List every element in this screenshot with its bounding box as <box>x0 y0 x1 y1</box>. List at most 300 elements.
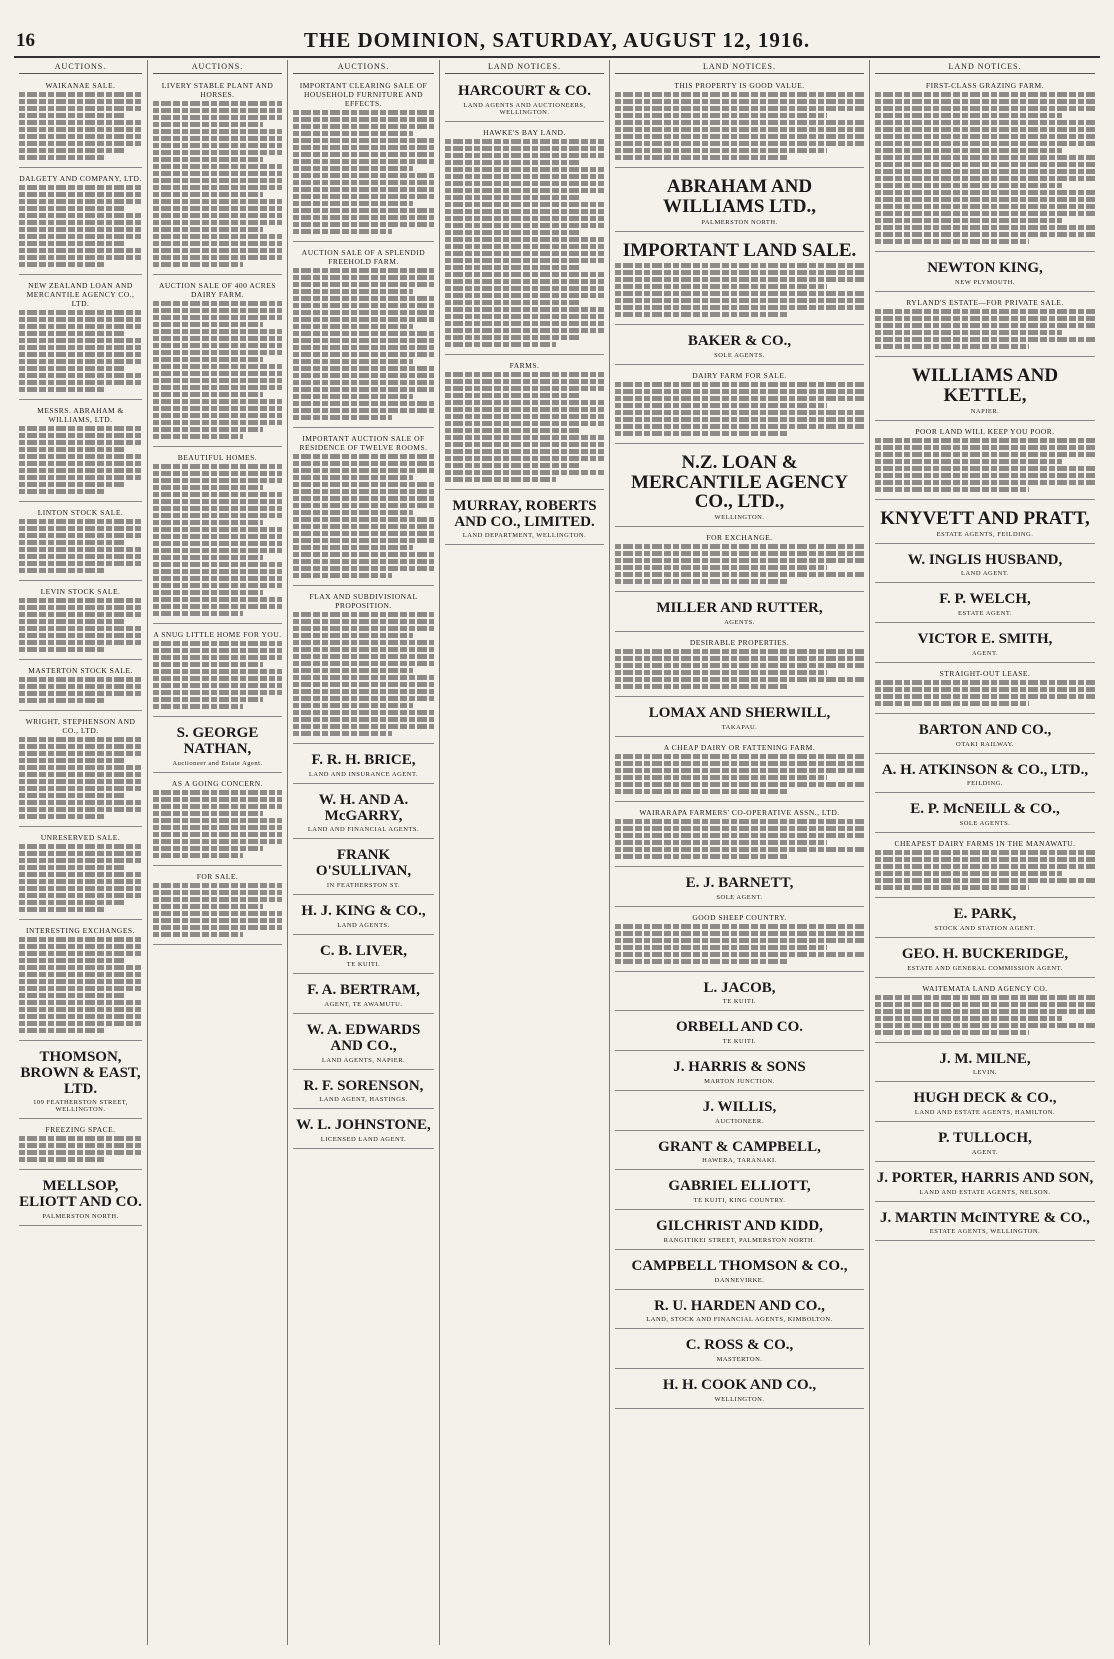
text-line <box>875 452 1095 457</box>
text-line <box>293 215 434 220</box>
advertisement <box>615 805 864 867</box>
ad-firm-name: J. MARTIN McINTYRE & CO., <box>880 1209 1090 1226</box>
text-line <box>875 701 1029 706</box>
advertisement <box>615 1332 864 1369</box>
advertisement <box>445 125 604 355</box>
advertisement <box>19 505 142 581</box>
advertisement <box>615 447 864 528</box>
text-line <box>615 148 827 153</box>
column-heading: AUCTIONS. <box>153 60 282 74</box>
text-line <box>615 92 864 97</box>
ad-address: TAKAPAU. <box>721 723 758 731</box>
advertisement <box>615 1054 864 1091</box>
text-line <box>153 911 282 916</box>
text-line <box>615 424 864 429</box>
ad-firm-name: GABRIEL ELLIOTT, <box>668 1178 811 1195</box>
ad-firm-name: ORBELL AND CO. <box>675 1019 804 1036</box>
advertisement <box>615 870 864 907</box>
text-line <box>293 366 434 371</box>
text-line <box>153 185 282 190</box>
text-line <box>153 129 282 134</box>
ad-address: TE KUITI, KING COUNTRY. <box>693 1197 786 1205</box>
advertisement <box>19 923 142 1041</box>
text-line <box>615 924 864 929</box>
ad-firm-name: BAKER & CO., <box>687 332 792 349</box>
text-line <box>445 195 580 200</box>
text-line <box>153 399 282 404</box>
ad-firm-name: J. PORTER, HARRIS AND SON, <box>876 1169 1094 1186</box>
text-line <box>153 697 263 702</box>
ad-body-text <box>875 850 1095 890</box>
ad-firm-name: F. P. WELCH, <box>939 591 1031 608</box>
ad-address: IN FEATHERSTON ST. <box>326 881 401 889</box>
text-line <box>615 410 864 415</box>
text-line <box>153 676 282 681</box>
text-line <box>19 220 142 225</box>
ad-heading: NEW ZEALAND LOAN AND MERCANTILE AGENCY CO., LTD. <box>26 281 135 308</box>
advertisement <box>19 663 142 711</box>
text-line <box>875 466 1095 471</box>
newspaper-title: THE DOMINION, SATURDAY, AUGUST 12, 1916. <box>303 28 811 52</box>
text-line <box>153 150 282 155</box>
ad-heading: LINTON STOCK SALE. <box>37 508 124 517</box>
text-line <box>19 554 142 559</box>
text-line <box>615 417 864 422</box>
ad-address: ESTATE AGENTS, FEILDING. <box>936 530 1034 538</box>
column-4 <box>440 60 610 1645</box>
text-line <box>293 538 434 543</box>
text-line <box>615 277 864 282</box>
ad-address: ESTATE AGENTS, WELLINGTON. <box>929 1228 1041 1236</box>
text-line <box>875 162 1095 167</box>
text-line <box>615 663 864 668</box>
ad-address: SOLE AGENTS. <box>714 351 765 359</box>
ad-address: LAND AND INSURANCE AGENT. <box>308 770 419 778</box>
text-line <box>615 938 864 943</box>
text-line <box>293 545 413 550</box>
ad-address: HAWERA, TARANAKI. <box>702 1157 777 1165</box>
text-line <box>445 174 604 179</box>
text-line <box>153 241 282 246</box>
advertisement <box>875 901 1095 938</box>
text-line <box>293 138 434 143</box>
text-line <box>615 840 827 845</box>
text-line <box>875 445 1095 450</box>
masthead <box>14 28 1100 54</box>
text-line <box>19 844 142 849</box>
text-line <box>445 209 604 214</box>
text-line <box>293 187 434 192</box>
ad-address: LICENSED LAND AGENT. <box>320 1136 407 1143</box>
text-line <box>19 737 142 742</box>
text-line <box>19 605 142 610</box>
column-heading: AUCTIONS. <box>293 60 434 74</box>
text-line <box>153 611 243 616</box>
advertisement <box>615 368 864 444</box>
ad-address: AGENT. <box>971 1148 999 1156</box>
text-line <box>153 925 282 930</box>
text-line <box>293 117 434 122</box>
text-line <box>153 420 282 425</box>
text-line <box>615 565 827 570</box>
text-line <box>19 454 142 459</box>
text-line <box>19 227 142 232</box>
text-line <box>19 440 142 445</box>
text-line <box>19 547 142 552</box>
text-line <box>875 438 1095 443</box>
text-line <box>153 690 282 695</box>
ad-body-text <box>615 263 864 317</box>
text-line <box>19 338 142 343</box>
text-line <box>19 937 142 942</box>
text-line <box>293 482 434 487</box>
ad-address: DANNEVIRKE. <box>714 1276 765 1284</box>
text-line <box>19 317 142 322</box>
advertisement <box>875 1085 1095 1122</box>
ad-heading: STRAIGHT-OUT LEASE. <box>939 668 1031 678</box>
text-line <box>19 612 142 617</box>
advertisement <box>19 1044 142 1119</box>
text-line <box>615 670 827 675</box>
advertisement <box>445 78 604 122</box>
text-line <box>153 655 282 660</box>
text-line <box>19 1000 142 1005</box>
text-line <box>153 192 263 197</box>
text-line <box>875 113 1062 118</box>
text-line <box>445 251 604 256</box>
text-line <box>153 336 282 341</box>
text-line <box>19 185 142 190</box>
ad-address: MASTERTON. <box>716 1356 763 1364</box>
text-line <box>875 169 1095 174</box>
ad-heading: A CHEAP DAIRY OR FATTENING FARM. <box>663 742 816 752</box>
text-line <box>615 754 864 759</box>
text-line <box>293 717 434 722</box>
text-line <box>445 216 604 221</box>
text-line <box>875 225 1095 230</box>
text-line <box>19 387 105 392</box>
ad-body-text <box>19 844 142 912</box>
text-line <box>615 847 864 852</box>
text-line <box>153 371 282 376</box>
ad-address: LAND DEPARTMENT, WELLINGTON. <box>462 532 587 540</box>
advertisement <box>293 938 434 975</box>
text-line <box>19 1021 142 1026</box>
text-line <box>153 839 282 844</box>
column-3 <box>288 60 440 1645</box>
text-line <box>153 357 263 362</box>
text-line <box>445 202 604 207</box>
ad-body-text <box>875 995 1095 1035</box>
text-line <box>153 520 263 525</box>
text-line <box>153 818 282 823</box>
ad-heading: FIRST-CLASS GRAZING FARM. <box>925 81 1045 90</box>
text-line <box>875 480 1095 485</box>
text-line <box>19 106 142 111</box>
text-line <box>293 724 434 729</box>
text-line <box>153 534 282 539</box>
advertisement <box>875 1205 1095 1242</box>
text-line <box>615 389 864 394</box>
ad-heading: WAIKANAE SALE. <box>45 81 116 90</box>
ad-address: SOLE AGENTS. <box>959 820 1011 828</box>
text-line <box>875 857 1095 862</box>
ad-body-text <box>875 438 1095 492</box>
ad-heading: LIVERY STABLE PLANT AND HORSES. <box>161 81 274 99</box>
ad-firm-name: C. B. LIVER, <box>319 942 408 959</box>
text-line <box>19 865 124 870</box>
advertisement <box>615 700 864 737</box>
text-line <box>153 641 282 646</box>
ad-firm-name: S. GEORGE NATHAN, <box>176 725 259 757</box>
text-line <box>293 682 434 687</box>
text-line <box>615 854 789 859</box>
text-line <box>153 255 282 260</box>
text-line <box>293 524 434 529</box>
text-line <box>875 239 1029 244</box>
text-line <box>153 704 243 709</box>
advertisement <box>19 403 142 502</box>
text-line <box>19 965 142 970</box>
text-line <box>153 513 282 518</box>
text-line <box>153 804 282 809</box>
text-line <box>19 972 142 977</box>
text-line <box>293 475 413 480</box>
text-line <box>445 307 604 312</box>
text-line <box>445 244 604 249</box>
text-line <box>19 772 142 777</box>
ad-address: Auctioneer and Estate Agent. <box>172 759 263 767</box>
text-line <box>445 223 604 228</box>
advertisement <box>875 757 1095 794</box>
column-2 <box>148 60 288 1645</box>
ad-heading: RYLAND'S ESTATE—FOR PRIVATE SALE. <box>906 297 1064 307</box>
ad-firm-name: GEO. H. BUCKERIDGE, <box>901 945 1069 962</box>
text-line <box>875 92 1095 97</box>
text-line <box>445 407 604 412</box>
text-line <box>19 900 124 905</box>
text-line <box>19 944 142 949</box>
text-line <box>153 662 263 667</box>
ad-address: MARTON JUNCTION. <box>704 1077 775 1085</box>
advertisement <box>615 1293 864 1330</box>
text-line <box>19 698 105 703</box>
ad-heading: FARMS. <box>509 360 540 370</box>
text-line <box>875 155 1095 160</box>
text-line <box>293 619 434 624</box>
ad-address: SOLE AGENT. <box>716 893 763 901</box>
text-line <box>153 343 282 348</box>
text-line <box>153 413 282 418</box>
text-line <box>445 153 604 158</box>
text-line <box>615 305 864 310</box>
text-line <box>445 300 580 305</box>
ad-heading: THIS PROPERTY IS GOOD VALUE. <box>674 81 805 90</box>
text-line <box>19 633 142 638</box>
text-line <box>19 979 142 984</box>
ad-address: AGENTS. <box>724 619 755 627</box>
ad-body-text <box>615 649 864 689</box>
ad-firm-name: W. INGLIS HUSBAND, <box>907 551 1063 568</box>
text-line <box>875 134 1095 139</box>
text-line <box>19 807 142 812</box>
text-line <box>293 289 413 294</box>
text-line <box>293 696 434 701</box>
advertisement <box>293 1112 434 1149</box>
ad-body-text <box>153 301 282 439</box>
text-line <box>153 811 263 816</box>
text-line <box>293 612 434 617</box>
advertisement <box>875 836 1095 898</box>
ad-heading: FLAX AND SUBDIVISIONAL PROPOSITION. <box>309 592 418 610</box>
advertisement <box>875 295 1095 357</box>
text-line <box>153 143 282 148</box>
advertisement <box>19 1173 142 1226</box>
text-line <box>875 694 1095 699</box>
text-line <box>19 561 142 566</box>
text-line <box>19 366 124 371</box>
ad-heading: CHEAPEST DAIRY FARMS IN THE MANAWATU. <box>894 839 1076 849</box>
advertisement <box>615 740 864 802</box>
text-line <box>875 459 1062 464</box>
ad-heading: POOR LAND WILL KEEP YOU POOR. <box>915 426 1055 436</box>
text-line <box>615 656 864 661</box>
advertisement <box>615 171 864 232</box>
text-line <box>293 145 434 150</box>
text-line <box>153 499 282 504</box>
advertisement <box>875 503 1095 544</box>
text-line <box>293 317 434 322</box>
advertisement <box>615 1372 864 1409</box>
text-line <box>153 301 282 306</box>
ad-firm-name: IMPORTANT LAND SALE. <box>622 239 857 261</box>
ad-firm-name: FRANK O'SULLIVAN, <box>315 847 412 879</box>
text-line <box>293 331 434 336</box>
text-line <box>153 832 282 837</box>
advertisement <box>615 1253 864 1290</box>
text-line <box>875 1030 1029 1035</box>
ad-body-text <box>615 754 864 794</box>
text-line <box>293 517 434 522</box>
text-line <box>875 687 1095 692</box>
ad-address: NAPIER. <box>970 407 1000 415</box>
text-line <box>445 181 604 186</box>
text-line <box>445 272 604 277</box>
text-line <box>293 310 434 315</box>
text-line <box>445 237 604 242</box>
ad-body-text <box>153 101 282 267</box>
text-line <box>19 619 124 624</box>
text-line <box>19 626 142 631</box>
text-line <box>875 337 1095 342</box>
text-line <box>153 932 243 937</box>
ad-firm-name: THOMSON, BROWN & EAST, LTD. <box>20 1049 141 1097</box>
text-line <box>875 211 1095 216</box>
ad-body-text <box>445 372 604 482</box>
ad-address: LAND AND FINANCIAL AGENTS. <box>307 826 420 834</box>
text-line <box>445 167 604 172</box>
ad-heading: DESIRABLE PROPERTIES. <box>689 638 790 648</box>
text-line <box>293 552 434 557</box>
text-line <box>19 647 105 652</box>
text-line <box>445 160 580 165</box>
advertisement <box>293 842 434 895</box>
text-line <box>153 797 282 802</box>
text-line <box>615 789 789 794</box>
text-line <box>19 482 124 487</box>
ad-address: PALMERSTON NORTH. <box>42 1212 119 1220</box>
text-line <box>293 731 392 736</box>
text-line <box>293 201 413 206</box>
ad-heading: IMPORTANT CLEARING SALE OF HOUSEHOLD FURNITURE AND EFFECTS. <box>299 81 428 108</box>
text-line <box>875 487 1029 492</box>
text-line <box>615 931 864 936</box>
ad-firm-name: W. A. EDWARDS AND CO., <box>306 1022 421 1054</box>
text-line <box>615 572 864 577</box>
text-line <box>445 456 604 461</box>
ad-firm-name: MILLER AND RUTTER, <box>656 600 823 617</box>
text-line <box>19 255 142 260</box>
text-line <box>615 833 864 838</box>
text-line <box>153 541 282 546</box>
text-line <box>19 1014 142 1019</box>
text-line <box>293 489 434 494</box>
advertisement <box>875 981 1095 1043</box>
text-line <box>153 846 263 851</box>
ad-address: LAND AGENT. <box>961 570 1009 578</box>
text-line <box>445 139 604 144</box>
text-line <box>875 218 1062 223</box>
text-line <box>293 675 434 680</box>
ad-body-text <box>293 110 434 234</box>
ad-heading: WAIRARAPA FARMERS' CO-OPERATIVE ASSN., LTD. <box>639 807 840 817</box>
text-line <box>445 400 604 405</box>
text-line <box>153 364 282 369</box>
ad-body-text <box>153 641 282 709</box>
advertisement <box>875 666 1095 714</box>
text-line <box>153 406 282 411</box>
ad-address: LAND AGENTS, NAPIER. <box>321 1056 406 1064</box>
text-line <box>875 1023 1095 1028</box>
text-line <box>615 677 864 682</box>
column-heading: AUCTIONS. <box>19 60 142 74</box>
text-line <box>615 544 864 549</box>
advertisement <box>875 941 1095 978</box>
text-line <box>293 689 434 694</box>
text-line <box>445 393 580 398</box>
text-line <box>19 1136 142 1141</box>
advertisement <box>19 714 142 827</box>
text-line <box>615 761 864 766</box>
advertisement <box>19 171 142 275</box>
text-line <box>153 350 282 355</box>
advertisement <box>875 424 1095 500</box>
advertisement <box>615 635 864 697</box>
ad-firm-name: L. JACOB, <box>703 979 776 996</box>
advertisement <box>615 1173 864 1210</box>
advertisement <box>19 1122 142 1170</box>
text-line <box>293 454 434 459</box>
text-line <box>153 485 263 490</box>
ad-body-text <box>153 790 282 858</box>
text-line <box>293 510 413 515</box>
text-line <box>445 279 604 284</box>
text-line <box>615 270 864 275</box>
text-line <box>19 213 142 218</box>
text-line <box>153 597 282 602</box>
advertisement <box>19 584 142 660</box>
text-line <box>875 680 1095 685</box>
